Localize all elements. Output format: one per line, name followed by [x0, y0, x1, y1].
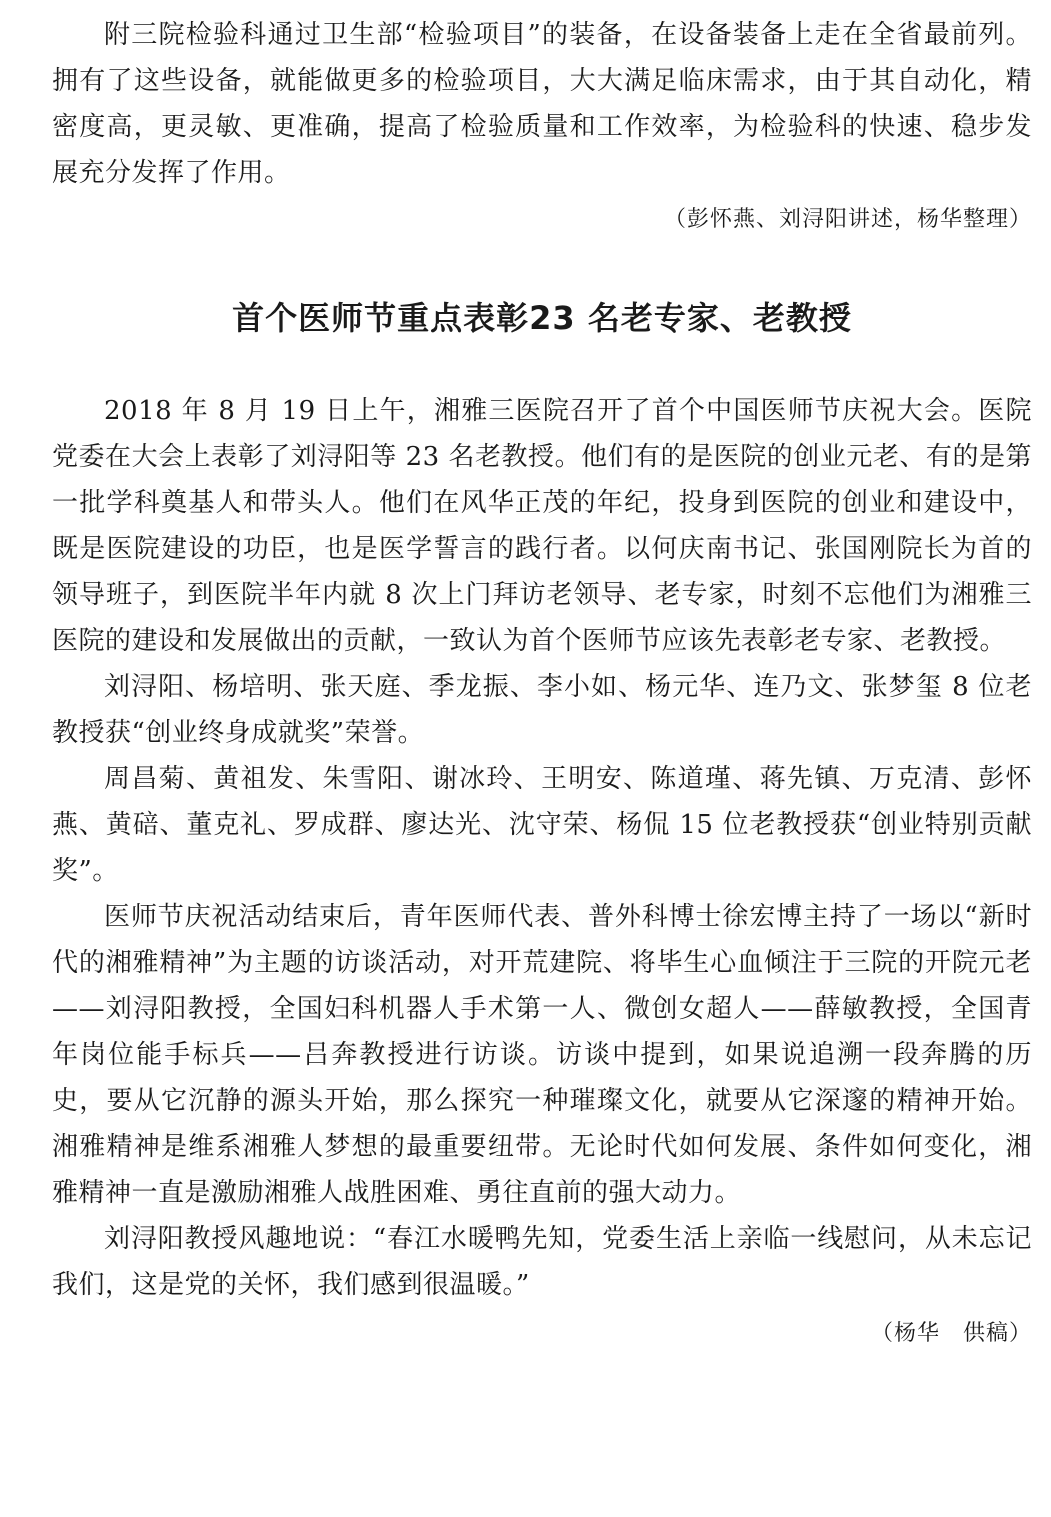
- document-page: [52, 12, 1032, 1350]
- article-paragraph-3: 周昌菊、黄祖发、朱雪阳、谢冰玲、王明安、陈道瑾、蒋先镇、万克清、彭怀燕、黄碚、董克礼、罗成群、廖达光、沈守荣、杨侃 15 位老教授获“创业特别贡献奖”。: [52, 764, 1032, 886]
- article-paragraph-2: 刘浔阳、杨培明、张天庭、季龙振、李小如、杨元华、连乃文、张梦玺 8 位老教授获“创业终身成就奖”荣誉。: [52, 672, 1032, 748]
- article-paragraph-4: 医师节庆祝活动结束后，青年医师代表、普外科博士徐宏博主持了一场以“新时代的湘雅精神”为主题的访谈活动，对开荒建院、将毕生心血倾注于三院的开院元老——刘浔阳教授，全国妇科机器人手术第一人、微创女超人——薛敏教授，全国青年岗位能手标兵——吕奔教授进行访谈。访谈中提到，如果说追溯一段奔腾的历史，要从它沉静的源头开始，那么探究一种璀璨文化，就要从它深邃的精神开始。湘雅精神是维系湘雅人梦想的最重要纽带。无论时代如何发展、条件如何变化，湘雅精神一直是激励湘雅人战胜困难、勇往直前的强大动力。: [52, 902, 1032, 1208]
- article-credit: （杨华 供稿）: [870, 1321, 1032, 1346]
- previous-article-credit: （彭怀燕、刘浔阳讲述，杨华整理）: [663, 207, 1032, 232]
- previous-article-paragraph: 附三院检验科通过卫生部“检验项目”的装备，在设备装备上走在全省最前列。拥有了这些设备，就能做更多的检验项目，大大满足临床需求，由于其自动化，精密度高，更灵敏、更准确，提高了检验质量和工作效率，为检验科的快速、稳步发展充分发挥了作用。: [52, 20, 1032, 188]
- article-paragraph-5: 刘浔阳教授风趣地说：“春江水暖鸭先知，党委生活上亲临一线慰问，从未忘记我们，这是党的关怀，我们感到很温暖。”: [52, 1224, 1032, 1300]
- article-title: 首个医师节重点表彰23 名老专家、老教授: [232, 299, 852, 337]
- article-paragraph-1: 2018 年 8 月 19 日上午，湘雅三医院召开了首个中国医师节庆祝大会。医院党委在大会上表彰了刘浔阳等 23 名老教授。他们有的是医院的创业元老、有的是第一批学科奠基人和带头人。他们在风华正茂的年纪，投身到医院的创业和建设中，既是医院建设的功臣，也是医学誓言的践行者。以何庆南书记、张国刚院长为首的领导班子，到医院半年内就 8 次上门拜访老领导、老专家，时刻不忘他们为湘雅三医院的建设和发展做出的贡献，一致认为首个医师节应该先表彰老专家、老教授。: [52, 396, 1032, 656]
